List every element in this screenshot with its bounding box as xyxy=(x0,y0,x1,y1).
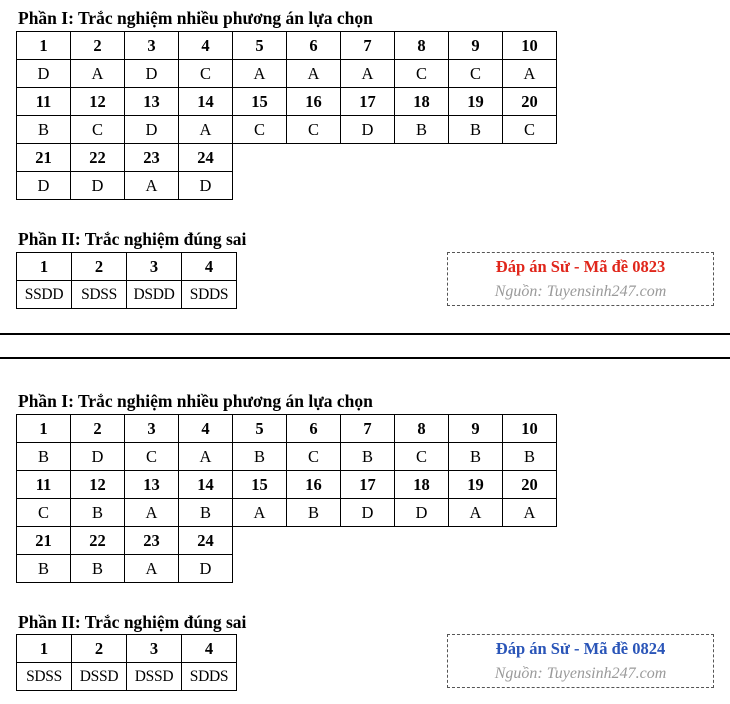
separator-line-top xyxy=(0,333,730,335)
question-number-cell: 3 xyxy=(125,415,179,443)
answer-cell: B xyxy=(17,555,71,583)
question-number-cell: 5 xyxy=(233,415,287,443)
question-number-cell: 3 xyxy=(127,635,182,663)
question-number-cell: 12 xyxy=(71,88,125,116)
answer-row xyxy=(17,555,557,583)
answer-key-title-0824: Đáp án Sử - Mã đề 0824 xyxy=(495,639,666,658)
empty-cell xyxy=(233,527,287,555)
question-number-cell: 15 xyxy=(233,471,287,499)
question-number-cell: 3 xyxy=(127,253,182,281)
answer-cell: A xyxy=(503,499,557,527)
question-number-cell: 1 xyxy=(17,635,72,663)
empty-cell xyxy=(395,527,449,555)
answer-key-box-0823 xyxy=(447,252,714,306)
question-number-cell: 4 xyxy=(182,635,237,663)
answer-cell: C xyxy=(233,116,287,144)
answer-cell: C xyxy=(449,60,503,88)
empty-cell xyxy=(287,144,341,172)
question-number-row xyxy=(17,471,557,499)
part2-answer-table-0823 xyxy=(16,252,237,309)
question-number-row xyxy=(17,635,237,663)
answer-cell: A xyxy=(125,555,179,583)
question-number-cell: 9 xyxy=(449,32,503,60)
question-number-cell: 8 xyxy=(395,32,449,60)
answer-cell: D xyxy=(17,60,71,88)
question-number-row xyxy=(17,527,557,555)
empty-cell xyxy=(395,172,449,200)
question-number-cell: 21 xyxy=(17,527,71,555)
source-credit-0823: Nguồn: Tuyensinh247.com xyxy=(494,283,667,300)
answer-cell: D xyxy=(125,116,179,144)
empty-cell xyxy=(449,555,503,583)
answer-cell: A xyxy=(287,60,341,88)
answer-cell: A xyxy=(341,60,395,88)
answer-cell: D xyxy=(395,499,449,527)
answer-row xyxy=(17,172,557,200)
question-number-cell: 21 xyxy=(17,144,71,172)
question-number-cell: 1 xyxy=(17,415,71,443)
source-credit-0824: Nguồn: Tuyensinh247.com xyxy=(494,665,667,682)
question-number-cell: 24 xyxy=(179,527,233,555)
part1-title-0823: Phần I: Trắc nghiệm nhiều phương án lựa chọn xyxy=(18,8,373,28)
empty-cell xyxy=(503,527,557,555)
question-number-row xyxy=(17,415,557,443)
answer-key-box-0824 xyxy=(447,634,714,688)
answer-cell: C xyxy=(395,443,449,471)
question-number-cell: 12 xyxy=(71,471,125,499)
answer-cell: A xyxy=(125,172,179,200)
question-number-cell: 2 xyxy=(71,32,125,60)
empty-cell xyxy=(287,527,341,555)
answer-cell: C xyxy=(287,443,341,471)
empty-cell xyxy=(341,144,395,172)
answer-cell: B xyxy=(17,116,71,144)
answer-cell: A xyxy=(449,499,503,527)
answer-cell: C xyxy=(503,116,557,144)
question-number-cell: 11 xyxy=(17,88,71,116)
empty-cell xyxy=(503,144,557,172)
answer-cell: D xyxy=(179,555,233,583)
question-number-cell: 5 xyxy=(233,32,287,60)
answer-cell: A xyxy=(233,60,287,88)
answer-cell: A xyxy=(71,60,125,88)
question-number-cell: 1 xyxy=(17,253,72,281)
answer-cell: D xyxy=(71,172,125,200)
true-false-answer-cell: DSSD xyxy=(127,663,182,691)
answer-row xyxy=(17,116,557,144)
answer-cell: C xyxy=(71,116,125,144)
question-number-cell: 22 xyxy=(71,144,125,172)
answer-cell: B xyxy=(341,443,395,471)
empty-cell xyxy=(395,144,449,172)
true-false-answer-cell: DSSD xyxy=(72,663,127,691)
question-number-cell: 16 xyxy=(287,471,341,499)
empty-cell xyxy=(341,527,395,555)
empty-cell xyxy=(233,144,287,172)
true-false-answer-cell: SDSS xyxy=(17,663,72,691)
empty-cell xyxy=(287,555,341,583)
question-number-cell: 16 xyxy=(287,88,341,116)
question-number-row xyxy=(17,253,237,281)
true-false-answer-cell: SDDS xyxy=(182,281,237,309)
question-number-cell: 18 xyxy=(395,88,449,116)
answer-key-title-0823: Đáp án Sử - Mã đề 0823 xyxy=(495,257,666,276)
empty-cell xyxy=(503,172,557,200)
question-number-row xyxy=(17,32,557,60)
answer-cell: B xyxy=(71,499,125,527)
answer-cell: D xyxy=(17,172,71,200)
answer-cell: C xyxy=(179,60,233,88)
question-number-cell: 2 xyxy=(72,635,127,663)
question-number-row xyxy=(17,88,557,116)
part1-title-0824: Phần I: Trắc nghiệm nhiều phương án lựa chọn xyxy=(18,391,373,411)
question-number-row xyxy=(17,144,557,172)
answer-cell: A xyxy=(125,499,179,527)
question-number-cell: 17 xyxy=(341,471,395,499)
question-number-cell: 10 xyxy=(503,415,557,443)
question-number-cell: 7 xyxy=(341,32,395,60)
question-number-cell: 18 xyxy=(395,471,449,499)
question-number-cell: 9 xyxy=(449,415,503,443)
question-number-cell: 22 xyxy=(71,527,125,555)
question-number-cell: 4 xyxy=(179,415,233,443)
answer-cell: B xyxy=(233,443,287,471)
answer-cell: B xyxy=(503,443,557,471)
empty-cell xyxy=(341,172,395,200)
answer-cell: B xyxy=(449,443,503,471)
answer-cell: A xyxy=(503,60,557,88)
part1-answer-table-0824 xyxy=(16,414,557,583)
answer-cell: B xyxy=(449,116,503,144)
answer-cell: D xyxy=(179,172,233,200)
answer-row xyxy=(17,281,237,309)
question-number-cell: 23 xyxy=(125,527,179,555)
question-number-cell: 10 xyxy=(503,32,557,60)
question-number-cell: 1 xyxy=(17,32,71,60)
answer-cell: D xyxy=(125,60,179,88)
question-number-cell: 13 xyxy=(125,88,179,116)
question-number-cell: 2 xyxy=(71,415,125,443)
answer-cell: B xyxy=(71,555,125,583)
answer-cell: C xyxy=(287,116,341,144)
question-number-cell: 14 xyxy=(179,471,233,499)
answer-cell: A xyxy=(233,499,287,527)
question-number-cell: 4 xyxy=(179,32,233,60)
empty-cell xyxy=(449,172,503,200)
question-number-cell: 7 xyxy=(341,415,395,443)
question-number-cell: 6 xyxy=(287,415,341,443)
question-number-cell: 14 xyxy=(179,88,233,116)
answer-cell: A xyxy=(179,116,233,144)
question-number-cell: 23 xyxy=(125,144,179,172)
empty-cell xyxy=(287,172,341,200)
empty-cell xyxy=(233,555,287,583)
answer-cell: D xyxy=(341,499,395,527)
part1-answer-table-0823 xyxy=(16,31,557,200)
answer-row xyxy=(17,663,237,691)
answer-row xyxy=(17,443,557,471)
true-false-answer-cell: DSDD xyxy=(127,281,182,309)
question-number-cell: 2 xyxy=(72,253,127,281)
answer-cell: A xyxy=(179,443,233,471)
answer-cell: C xyxy=(17,499,71,527)
true-false-answer-cell: SDSS xyxy=(72,281,127,309)
question-number-cell: 20 xyxy=(503,471,557,499)
true-false-answer-cell: SDDS xyxy=(182,663,237,691)
answer-cell: B xyxy=(287,499,341,527)
question-number-cell: 13 xyxy=(125,471,179,499)
part2-answer-table-0824 xyxy=(16,634,237,691)
question-number-cell: 8 xyxy=(395,415,449,443)
question-number-cell: 17 xyxy=(341,88,395,116)
empty-cell xyxy=(395,555,449,583)
answer-cell: B xyxy=(395,116,449,144)
question-number-cell: 20 xyxy=(503,88,557,116)
question-number-cell: 6 xyxy=(287,32,341,60)
answer-cell: B xyxy=(17,443,71,471)
answer-cell: C xyxy=(395,60,449,88)
question-number-cell: 3 xyxy=(125,32,179,60)
question-number-cell: 15 xyxy=(233,88,287,116)
empty-cell xyxy=(503,555,557,583)
answer-cell: D xyxy=(341,116,395,144)
question-number-cell: 11 xyxy=(17,471,71,499)
answer-cell: C xyxy=(125,443,179,471)
empty-cell xyxy=(341,555,395,583)
question-number-cell: 19 xyxy=(449,471,503,499)
separator-line-bottom xyxy=(0,357,730,359)
answer-cell: D xyxy=(71,443,125,471)
empty-cell xyxy=(449,144,503,172)
answer-cell: B xyxy=(179,499,233,527)
question-number-cell: 4 xyxy=(182,253,237,281)
answer-row xyxy=(17,60,557,88)
question-number-cell: 19 xyxy=(449,88,503,116)
true-false-answer-cell: SSDD xyxy=(17,281,72,309)
part2-title-0824: Phần II: Trắc nghiệm đúng sai xyxy=(18,612,247,632)
answer-row xyxy=(17,499,557,527)
empty-cell xyxy=(449,527,503,555)
question-number-cell: 24 xyxy=(179,144,233,172)
empty-cell xyxy=(233,172,287,200)
part2-title-0823: Phần II: Trắc nghiệm đúng sai xyxy=(18,229,247,249)
